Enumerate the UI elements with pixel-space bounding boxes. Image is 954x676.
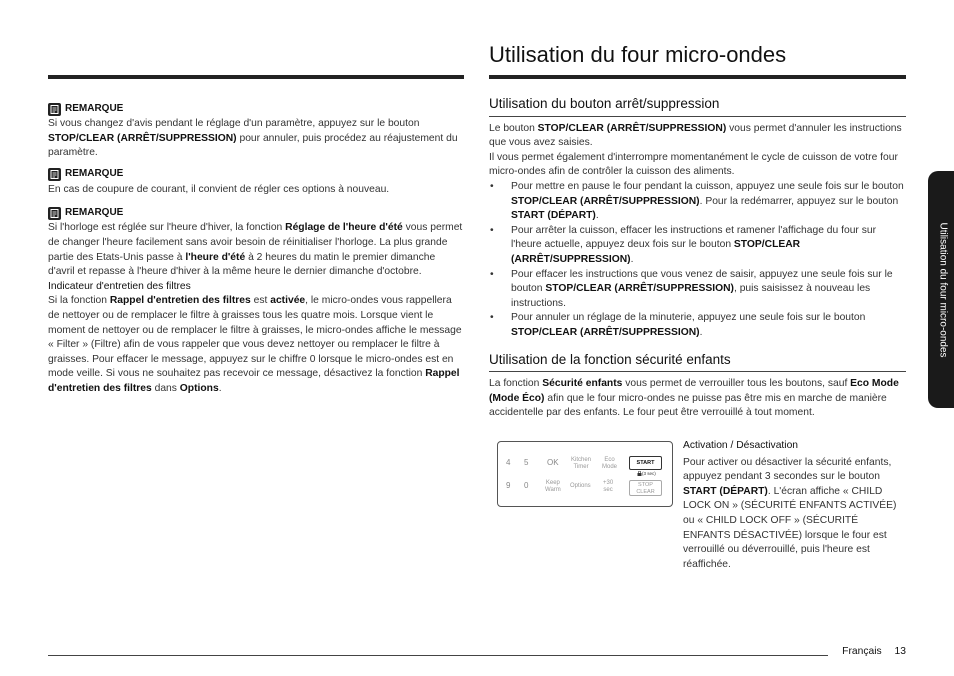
left-column — [48, 101, 464, 397]
note-heading — [48, 101, 464, 117]
activation-text: Pour activer ou désactiver la sécurité enfants, appuyez pendant 3 secondes sur le bouton START (DÉPART). L'écran affiche « CHILD LOCK ON » (SÉCURITÉ ENFANTS ACTIVÉE) ou « CHILD LOCK OFF » (SÉCURITÉ ENFANTS DÉSACTIVÉE) lorsque le four est verrouillé ou déverrouillé, puis l'heure est réaffichée. — [683, 456, 897, 570]
list-item: • Pour arrêter la cuisson, effacer les instructions et ramener l'affichage du four sur l'heure actuelle, appuyez deux fois sur le bouton STOP/CLEAR (ARRÊT/SUPPRESSION). — [489, 224, 906, 268]
key-5: 5 — [524, 458, 529, 467]
stop-clear-intro: Le bouton STOP/CLEAR (ARRÊT/SUPPRESSION) vous permet d'annuler les instructions que vous avez saisies. — [489, 122, 902, 149]
key-4: 4 — [506, 458, 511, 467]
left-top-rule — [48, 75, 464, 79]
list-item: • Pour effacer les instructions que vous venez de saisir, appuyez une seule fois sur le bouton STOP/CLEAR (ARRÊT/SUPPRESSION), puis saisissez à nouveau les instructions. — [489, 268, 906, 312]
activation-title: Activation / Désactivation — [683, 440, 799, 451]
child-lock-heading: Utilisation de la fonction sécurité enfants — [489, 353, 906, 373]
stop-clear-heading: Utilisation du bouton arrêt/suppression — [489, 97, 906, 117]
chapter-side-tab — [928, 171, 954, 408]
stop-clear-desc: Il vous permet également d'interrompre momentanément le cycle de cuisson de votre four micro-ondes afin de contrôler la cuisson des aliments. — [489, 151, 898, 178]
key-keep-warm: Keep Warm — [545, 480, 561, 493]
footer-language: Français — [842, 646, 882, 657]
note-text: Si vous changez d'avis pendant le réglage d'un paramètre, appuyez sur le bouton STOP/CLEAR (ARRÊT/SUPPRESSION) pour annuler, puis procédez au réajustement du paramètre. — [48, 118, 458, 159]
key-plus30: +30 sec — [603, 480, 614, 493]
right-top-rule — [489, 75, 906, 79]
filter-indicator-title: Indicateur d'entretien des filtres — [48, 280, 191, 292]
start-button: START — [629, 456, 662, 470]
footer — [842, 646, 906, 657]
note-label: REMARQUE — [65, 207, 124, 219]
activation-block — [683, 439, 908, 572]
list-item: • Pour annuler un réglage de la minuterie, appuyez une seule fois sur le bouton STOP/CLEAR (ARRÊT/SUPPRESSION). — [489, 311, 906, 340]
page-title: Utilisation du four micro-ondes — [489, 42, 787, 67]
key-options: Options — [570, 483, 591, 489]
stop-clear-list — [489, 180, 906, 341]
note-text: En cas de coupure de courant, il convient de régler ces options à nouveau. — [48, 183, 390, 195]
side-tab-label: Utilisation du four micro-ondes — [937, 221, 949, 358]
key-0: 0 — [524, 481, 529, 490]
page-number: 13 — [894, 646, 906, 657]
note-label: REMARQUE — [65, 102, 124, 114]
key-kitchen-timer: Kitchen Timer — [571, 457, 592, 470]
note-icon — [48, 168, 61, 181]
note-heading — [48, 167, 464, 183]
right-column — [489, 97, 906, 421]
footer-rule — [48, 655, 828, 656]
key-ok: OK — [547, 458, 559, 467]
lock-hint: (3 sec) — [637, 471, 656, 476]
note-heading — [48, 205, 464, 221]
child-lock-intro: La fonction Sécurité enfants vous permet de verrouiller tous les boutons, sauf Eco Mode (Mode Éco) afin que le four micro-ondes ne puisse pas être mis en marche de manière accidentelle par des enfants. Le four peut être verrouillé à tout moment. — [489, 378, 899, 419]
list-item: • Pour mettre en pause le four pendant la cuisson, appuyez une seule fois sur le bouton STOP/CLEAR (ARRÊT/SUPPRESSION). Pour la redémarrer, appuyez sur le bouton START (DÉPART). — [489, 180, 906, 224]
stop-clear-button: STOP CLEAR — [629, 480, 662, 496]
note-icon — [48, 103, 61, 116]
filter-indicator-text: Si la fonction Rappel d'entretien des filtres est activée, le micro-ondes vous rappellera de nettoyer ou de remplacer le filtre à graisses tous les quatre mois. Lorsque vient le moment de nettoyer ou de remplacer le filtre à graisses, le micro-ondes affiche le message « Filter » (Filtre) afin de vous rappeler que vous devez nettoyer ou remplacer le filtre à graisses. Pour effacer le message, appuyez sur le chiffre 0 lorsque le micro-ondes est en mode veille. Si vous ne souhaitez pas recevoir ce message, désactivez la fonction Rappel d'entretien des filtres dans Options. — [48, 295, 462, 394]
key-9: 9 — [506, 481, 511, 490]
note-text: Si l'horloge est réglée sur l'heure d'hiver, la fonction Réglage de l'heure d'été vous permet de changer l'heure facilement sans avoir besoin de réinitialiser l'horloge. La plus grande partie des Etats-Unis passe à l'heure d'été à 2 heures du matin le premier dimanche d'avril et repasse à l'heure d'hiver à la même heure le dernier dimanche d'octobre. — [48, 222, 463, 278]
key-eco-mode: Eco Mode — [602, 457, 618, 470]
note-label: REMARQUE — [65, 168, 124, 180]
note-icon — [48, 207, 61, 220]
control-panel-illustration — [497, 441, 673, 507]
